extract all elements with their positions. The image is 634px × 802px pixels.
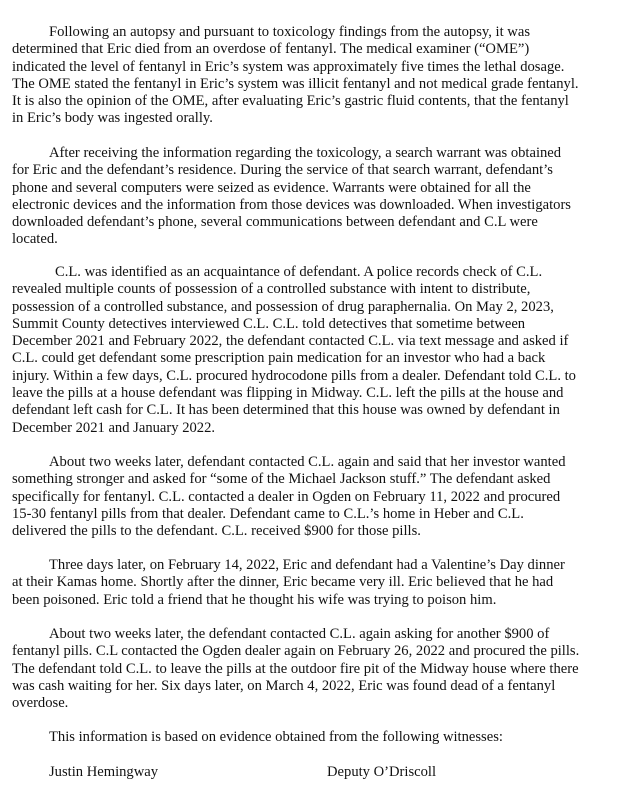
text-line: Summit County detectives interviewed C.L. C.L. told detectives that sometime between xyxy=(12,315,526,332)
text-line: specifically for fentanyl. C.L. contacted a dealer in Ogden on February 11, 2022 and procured xyxy=(12,488,561,505)
text-line: Three days later, on February 14, 2022, Eric and defendant had a Valentine’s Day dinner xyxy=(49,557,565,573)
text-line: something stronger and asked for “some of the Michael Jackson stuff.” The defendant asked xyxy=(12,471,551,488)
text-line: This information is based on evidence obtained from the following witnesses: xyxy=(49,729,503,745)
paragraph-witness-intro xyxy=(12,729,627,746)
paragraph-fentanyl-purchase xyxy=(12,454,627,540)
text-line: possession of a controlled substance, and possession of drug paraphernalia. On May 2, 2023, xyxy=(12,298,554,315)
text-line: in Eric’s body was ingested orally. xyxy=(12,110,213,127)
text-line: leave the pills at a house defendant was flipping in Midway. C.L. left the pills at the house and xyxy=(12,385,564,402)
text-line: C.L. could get defendant some prescription pain medication for an investor who had a back xyxy=(12,350,546,367)
text-line: injury. Within a few days, C.L. procured hydrocodone pills from a dealer. Defendant told C.L. to xyxy=(12,367,576,384)
text-line: for Eric and the defendant’s residence. During the service of that search warrant, defendant’s xyxy=(12,162,553,179)
text-line: electronic devices and the information from those devices was downloaded. When investigators xyxy=(12,196,571,213)
text-line: at their Kamas home. Shortly after the dinner, Eric became very ill. Eric believed that he had xyxy=(12,574,554,591)
text-line: The defendant told C.L. to leave the pills at the outdoor fire pit of the Midway house where there xyxy=(12,660,579,677)
text-line: indicated the level of fentanyl in Eric’s system was approximately five times the lethal dosage. xyxy=(12,58,565,75)
paragraph-second-purchase xyxy=(12,626,627,712)
witness-name: Justin Hemingway xyxy=(49,764,159,780)
text-line: After receiving the information regarding the toxicology, a search warrant was obtained xyxy=(49,145,562,161)
text-line: The OME stated the fentanyl in Eric’s system was illicit fentanyl and not medical grade fentanyl. xyxy=(12,75,579,92)
text-line: December 2021 and February 2022, the defendant contacted C.L. via text message and asked if xyxy=(12,333,569,350)
text-line: fentanyl pills. C.L contacted the Ogden dealer again on February 26, 2022 and procured the pills. xyxy=(12,643,580,660)
text-line: About two weeks later, the defendant contacted C.L. again asking for another $900 of xyxy=(49,626,550,642)
text-line: C.L. was identified as an acquaintance of defendant. A police records check of C.L. xyxy=(55,264,543,280)
text-line: determined that Eric died from an overdose of fentanyl. The medical examiner (“OME”) xyxy=(12,41,530,58)
text-line: defendant left cash for C.L. It has been determined that this house was owned by defendant in xyxy=(12,402,560,419)
text-line: It is also the opinion of the OME, after evaluating Eric’s gastric fluid contents, that the fentanyl xyxy=(12,93,569,110)
text-line: overdose. xyxy=(12,695,69,712)
paragraph-cl-identification xyxy=(12,264,627,437)
text-line: been poisoned. Eric told a friend that he thought his wife was trying to poison him. xyxy=(12,591,497,608)
text-line: About two weeks later, defendant contacted C.L. again and said that her investor wanted xyxy=(49,454,566,470)
paragraph-search-warrant xyxy=(12,145,627,249)
text-line: delivered the pills to the defendant. C.L. received $900 for those pills. xyxy=(12,523,421,540)
text-line: downloaded defendant’s phone, several communications between defendant and C.L were xyxy=(12,214,538,231)
text-line: was cash waiting for her. Six days later, on March 4, 2022, Eric was found dead of a fentanyl xyxy=(12,677,556,694)
text-line: Following an autopsy and pursuant to toxicology findings from the autopsy, it was xyxy=(49,24,531,40)
text-line: phone and several computers were seized as evidence. Warrants were obtained for all the xyxy=(12,179,531,196)
paragraph-valentines-dinner xyxy=(12,557,627,609)
text-line: located. xyxy=(12,231,58,248)
text-line: December 2021 and January 2022. xyxy=(12,419,216,436)
text-line: 15-30 fentanyl pills from that dealer. Defendant came to C.L.’s home in Heber and C.L. xyxy=(12,505,524,522)
paragraph-autopsy-findings xyxy=(12,24,627,128)
text-line: revealed multiple counts of possession of a controlled substance with intent to distribute, xyxy=(12,281,531,298)
witness-name: Deputy O’Driscoll xyxy=(327,764,437,780)
